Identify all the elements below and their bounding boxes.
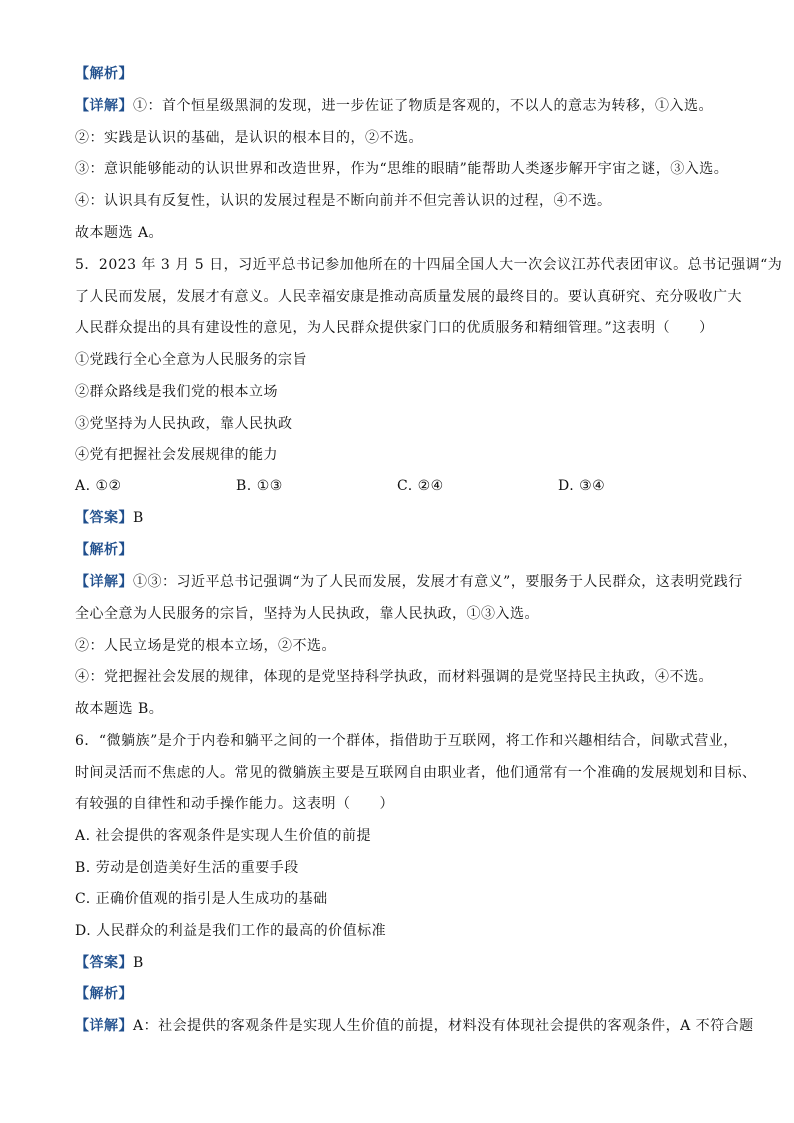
q6-detail-line-1 bbox=[75, 1016, 754, 1036]
q6-detail-1-text: A：社会提供的客观条件是实现人生价值的前提，材料没有体现社会提供的客观条件，A 不符合题 bbox=[133, 1018, 754, 1034]
q6-detail-tag: 【详解】 bbox=[75, 1018, 133, 1034]
q6-answer-tag: 【答案】 bbox=[75, 955, 133, 971]
q4-analysis-heading: 【解析】 bbox=[75, 66, 133, 82]
q4-conclusion: 故本题选 A。 bbox=[75, 225, 164, 241]
q6-option-b: B. 劳动是创造美好生活的重要手段 bbox=[75, 860, 299, 876]
q5-analysis-heading: 【解析】 bbox=[75, 542, 133, 558]
q5-option-a: A. ①② bbox=[75, 478, 122, 494]
q5-item-4: ④党有把握社会发展规律的能力 bbox=[75, 447, 278, 463]
q5-stem-line-2: 了人民而发展，发展才有意义。人民幸福安康是推动高质量发展的最终目的。要认真研究、充分吸收广大 bbox=[75, 289, 742, 305]
q6-stem-line-2: 时间灵活而不焦虑的人。常见的微躺族主要是互联网自由职业者，他们通常有一个准确的发展规划和目标、 bbox=[75, 765, 757, 781]
q5-options-row bbox=[75, 476, 719, 496]
q5-detail-line-3: ②：人民立场是党的根本立场，②不选。 bbox=[75, 638, 336, 654]
q5-detail-1a-text: ①③：习近平总书记强调“为了人民而发展，发展才有意义”，要服务于人民群众，这表明党践行 bbox=[133, 574, 743, 590]
q6-stem-line-1: 6．“微躺族”是介于内卷和躺平之间的一个群体，指借助于互联网，将工作和兴趣相结合，间歇式营业， bbox=[75, 733, 738, 749]
q5-detail-line-4: ④：党把握社会发展的规律，体现的是党坚持科学执政，而材料强调的是党坚持民主执政，④不选。 bbox=[75, 669, 713, 685]
q4-detail-line-2: ②：实践是认识的基础，是认识的根本目的，②不选。 bbox=[75, 130, 423, 146]
q5-stem-line-3: 人民群众提出的具有建设性的意见，为人民群众提供家门口的优质服务和精细管理。”这表明（ ） bbox=[75, 320, 714, 336]
q5-item-2: ②群众路线是我们党的根本立场 bbox=[75, 384, 278, 400]
q5-option-b: B. ①③ bbox=[236, 478, 283, 494]
q4-detail-1-text: ①：首个恒星级黑洞的发现，进一步佐证了物质是客观的，不以人的意志为转移，①入选。 bbox=[133, 98, 713, 114]
q5-detail-line-1 bbox=[75, 572, 743, 592]
q5-stem-line-1: 5．2023 年 3 月 5 日，习近平总书记参加他所在的十四届全国人大一次会议江苏代表团审议。总书记强调“为 bbox=[75, 257, 783, 273]
q5-answer-line bbox=[75, 508, 144, 528]
q4-detail-tag: 【详解】 bbox=[75, 98, 133, 114]
q5-answer-value: B bbox=[133, 510, 144, 526]
q5-detail-line-2: 全心全意为人民服务的宗旨，坚持为人民执政，靠人民执政，①③入选。 bbox=[75, 606, 539, 622]
q6-answer-line bbox=[75, 953, 144, 973]
q6-answer-value: B bbox=[133, 955, 144, 971]
q6-option-d: D. 人民群众的利益是我们工作的最高的价值标准 bbox=[75, 923, 387, 939]
q5-option-c: C. ②④ bbox=[397, 478, 444, 494]
q5-answer-tag: 【答案】 bbox=[75, 510, 133, 526]
q4-detail-line-3: ③：意识能够能动的认识世界和改造世界，作为“思维的眼睛”能帮助人类逐步解开宇宙之谜，③入选。 bbox=[75, 161, 729, 177]
q6-option-c: C. 正确价值观的指引是人生成功的基础 bbox=[75, 891, 328, 907]
q5-item-1: ①党践行全心全意为人民服务的宗旨 bbox=[75, 352, 307, 368]
q5-item-3: ③党坚持为人民执政，靠人民执政 bbox=[75, 416, 293, 432]
q5-option-d: D. ③④ bbox=[558, 478, 606, 494]
q4-detail-line-4: ④：认识具有反复性，认识的发展过程是不断向前并不但完善认识的过程，④不选。 bbox=[75, 193, 612, 209]
q6-option-a: A. 社会提供的客观条件是实现人生价值的前提 bbox=[75, 828, 372, 844]
q6-stem-line-3: 有较强的自律性和动手操作能力。这表明（ ） bbox=[75, 796, 394, 812]
q5-conclusion: 故本题选 B。 bbox=[75, 701, 164, 717]
q6-analysis-heading: 【解析】 bbox=[75, 986, 133, 1002]
q5-detail-tag: 【详解】 bbox=[75, 574, 133, 590]
q4-detail-line-1 bbox=[75, 96, 713, 116]
